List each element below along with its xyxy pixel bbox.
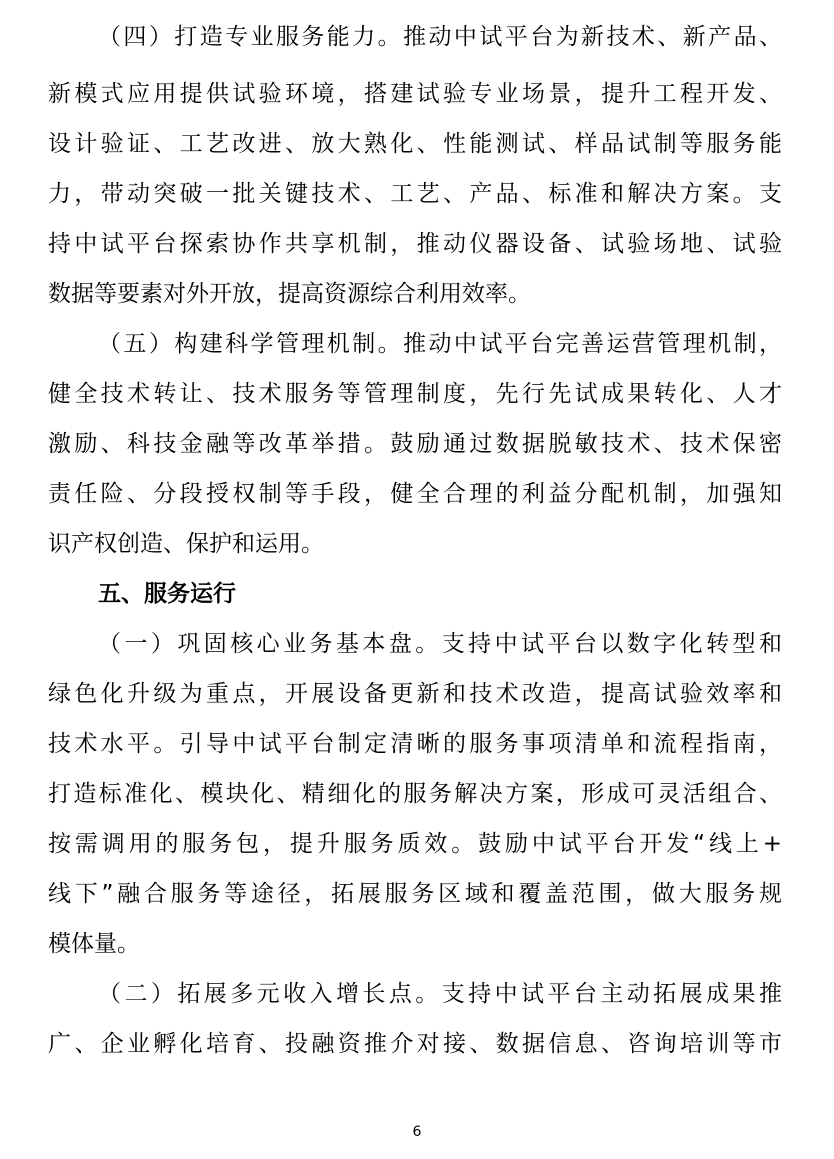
paragraph-1-line-1: （一）巩固核心业务基本盘。支持中试平台以数字化转型和 (98, 631, 782, 657)
paragraph-5-line-2: 健全技术转让、技术服务等管理制度，先行先试成果转化、人才 (48, 381, 782, 407)
paragraph-4-line-3: 设计验证、工艺改进、放大熟化、性能测试、样品试制等服务能 (48, 131, 782, 157)
paragraph-5-line-4: 责任险、分段授权制等手段，健全合理的利益分配机制，加强知 (48, 481, 782, 507)
paragraph-4-line-2: 新模式应用提供试验环境，搭建试验专业场景，提升工程开发、 (48, 81, 782, 107)
paragraph-2-line-1: （二）拓展多元收入增长点。支持中试平台主动拓展成果推 (98, 981, 782, 1007)
paragraph-2-line-2: 广、企业孵化培育、投融资推介对接、数据信息、咨询培训等市 (48, 1031, 782, 1057)
paragraph-4-line-6: 数据等要素对外开放，提高资源综合利用效率。 (48, 281, 531, 307)
paragraph-4-line-1: （四）打造专业服务能力。推动中试平台为新技术、新产品、 (98, 24, 782, 50)
section-heading: 五、服务运行 (98, 581, 236, 607)
paragraph-1-line-6: 线下”融合服务等途径，拓展服务区域和覆盖范围，做大服务规 (48, 881, 782, 907)
paragraph-1-line-2: 绿色化升级为重点，开展设备更新和技术改造，提高试验效率和 (48, 681, 782, 707)
paragraph-5-line-5: 识产权创造、保护和运用。 (48, 531, 324, 557)
page-number: 6 (412, 1124, 422, 1140)
paragraph-1-line-3: 技术水平。引导中试平台制定清晰的服务事项清单和流程指南， (48, 731, 782, 757)
paragraph-5-line-3: 激励、科技金融等改革举措。鼓励通过数据脱敏技术、技术保密 (48, 431, 782, 457)
paragraph-1-line-7: 模体量。 (48, 931, 140, 957)
paragraph-5-line-1: （五）构建科学管理机制。推动中试平台完善运营管理机制， (98, 331, 782, 357)
paragraph-4-line-5: 持中试平台探索协作共享机制，推动仪器设备、试验场地、试验 (48, 231, 782, 257)
paragraph-1-line-5: 按需调用的服务包，提升服务质效。鼓励中试平台开发“线上+ (48, 831, 782, 857)
paragraph-4-line-4: 力，带动突破一批关键技术、工艺、产品、标准和解决方案。支 (48, 181, 782, 207)
paragraph-1-line-4: 打造标准化、模块化、精细化的服务解决方案，形成可灵活组合、 (48, 781, 782, 807)
